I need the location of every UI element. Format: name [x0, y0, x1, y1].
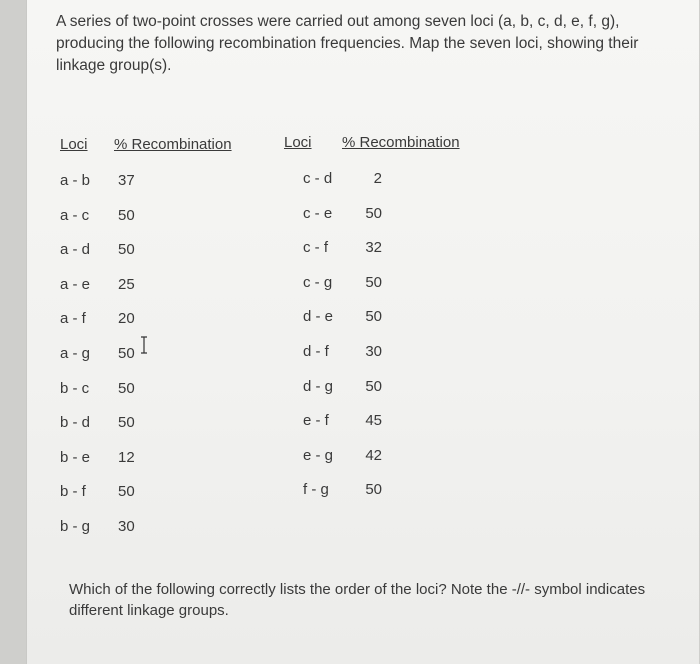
right-value-cell: 42 [365, 446, 382, 464]
right-loci-cell: e - f [303, 412, 329, 430]
left-loci-cell: a - g [60, 345, 91, 362]
right-recombination-header: % Recombination [342, 134, 460, 151]
left-value-cell: 50 [118, 206, 135, 224]
left-recombination-header: % Recombination [114, 136, 232, 153]
left-loci-cell: a - b [60, 172, 91, 189]
right-value-cell: 32 [365, 239, 382, 257]
left-loci-header: Loci [60, 136, 88, 153]
left-value-cell: 50 [118, 483, 135, 501]
left-loci-cell: b - g [60, 518, 91, 535]
left-value-cell: 50 [118, 414, 135, 432]
right-value-cell: 50 [365, 204, 382, 222]
left-value-cell: 50 [118, 241, 135, 259]
right-value-cell: 50 [365, 308, 382, 326]
right-loci-header: Loci [284, 134, 312, 151]
left-value-cell: 20 [118, 310, 135, 328]
left-loci-cell: a - c [60, 206, 90, 224]
right-loci-cell: d - f [303, 343, 329, 360]
right-value-cell: 2 [373, 170, 382, 187]
left-value-cell: 30 [118, 518, 135, 535]
text-cursor-icon [139, 336, 149, 354]
question-prompt: Which of the following correctly lists the order of the loci? Note the -//- symbol indicates different linkage groups. [69, 581, 646, 619]
right-loci-cell: d - g [303, 377, 334, 395]
right-loci-cell: d - e [303, 308, 334, 326]
left-loci-cell: b - d [60, 414, 91, 432]
right-loci-cell: c - e [303, 204, 333, 222]
right-value-cell: 50 [365, 273, 382, 291]
left-loci-cell: a - e [60, 275, 91, 293]
question-text: A series of two-point crosses were carried out among seven loci (a, b, c, d, e, f, g), producing the following recombination frequencies. Map the seven loci, showing their linkage group(s). [56, 13, 639, 74]
left-loci-cell: a - f [60, 310, 86, 328]
left-value-cell: 25 [118, 275, 135, 293]
question-page [26, 0, 699, 664]
right-value-cell: 45 [365, 412, 382, 430]
right-loci-cell: c - d [303, 170, 333, 187]
left-value-cell: 50 [118, 379, 135, 397]
left-value-cell: 50 [118, 345, 135, 362]
right-loci-cell: f - g [303, 481, 329, 499]
right-loci-cell: e - g [303, 446, 334, 464]
right-value-cell: 50 [365, 377, 382, 395]
left-loci-cell: b - e [60, 448, 91, 466]
left-value-cell: 37 [118, 172, 135, 189]
right-value-cell: 30 [365, 343, 382, 360]
left-value-cell: 12 [118, 448, 135, 466]
right-value-cell: 50 [365, 481, 382, 499]
right-loci-cell: c - g [303, 273, 333, 291]
left-loci-cell: a - d [60, 241, 91, 259]
left-loci-cell: b - c [60, 379, 90, 397]
right-loci-cell: c - f [303, 239, 328, 257]
left-loci-cell: b - f [60, 483, 86, 501]
